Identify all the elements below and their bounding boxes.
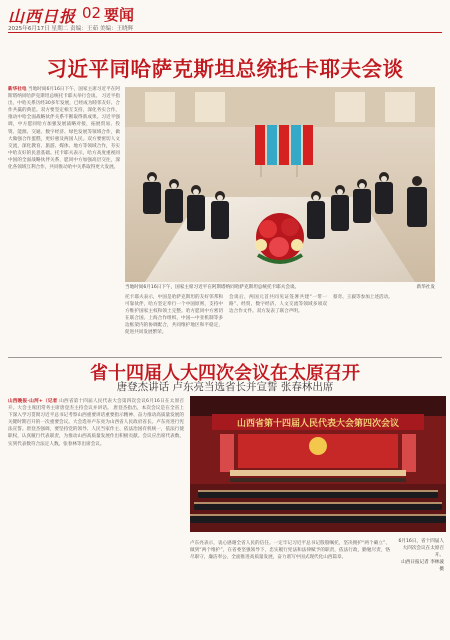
meeting-photo-illustration [125, 87, 435, 282]
article1-bottom-column-2 [229, 294, 327, 354]
article2-body-left: 唐登杰指出，本次会议是在全省上下深入学习贯彻习近平总书记考察山西重要讲话重要指示精神、奋力推动高质量发展的关键时期召开的一次重要会议。大会选举卢东亮为山西省人民政府省长。卢东亮进行宪法宣誓。唐登杰强调，要坚持党的领导、人民当家作主、依法治国有机统一，依法行使职权，认真履行代表职责，为推动山西高质量发展作出积极贡献。会议应出席代表数、实到代表数符合法定人数。张春林等出席会议。 [8, 406, 184, 447]
article2-middle-column [190, 540, 390, 638]
article2-left-column [8, 398, 184, 638]
congress-photo-illustration [190, 396, 446, 532]
page-number: 02 [82, 4, 102, 22]
section-title: 要闻 [104, 6, 135, 24]
photo2-caption-text: 6月16日，省十四届人大四次会议在太原召开。 [398, 539, 444, 558]
photo-caption-text: 当地时间6月16日下午，国家主席习近平在阿斯塔纳同哈萨克斯坦总统托卡耶夫会谈。 [125, 285, 300, 290]
article1-bottom-column-3 [333, 294, 435, 354]
article2-lead-text: 山西省第十四届人民代表大会第四次会议6月16日在太原召开。大会主席团常务主席唐登杰主持会议并讲话。 [8, 399, 184, 412]
article1-bottom-column-1 [125, 294, 223, 354]
masthead [0, 0, 450, 38]
article2-photo [190, 396, 446, 532]
article2-lead-tag: 山西晚报·山河+（记者 [8, 399, 58, 404]
issue-meta: 2025年6月17日 星期二 责编：王茹 美编：王晓辉 [8, 26, 134, 32]
newspaper-logo: 山西日报 [8, 7, 77, 26]
article2-body-mid: 卢东亮表示，衷心感谢全省人民的信任。一定牢记习近平总书记殷殷嘱托，坚决拥护“两个确立”、做到“两个维护”，在省委坚强领导下，忠实履行宪法和法律赋予的职责，依法行政，勤勉尽责，恪尽职守，廉洁奉公，全面推进高质量发展，奋力谱写中国式现代化山西篇章。 [190, 541, 390, 561]
article1-body-b3: 蔡奇、王毅等参加上述活动。 [333, 295, 393, 300]
article1-lead-text: 当地时间6月16日下午，国家主席习近平在阿斯塔纳同哈萨克斯坦总统托卡耶夫举行会谈。 [8, 87, 120, 100]
article2-headline: 省十四届人大四次会议在太原召开 [90, 363, 360, 384]
article1-body-b1: 托卡耶夫表示，中国是哈萨克斯坦的友好邻邦和可靠伙伴，哈方坚定奉行一个中国原则，支持中方维护国家主权和领土完整。哈方愿同中方密切在联合国、上海合作组织、中国—中亚机制等多边框架内的协调配合，共同维护地区和平稳定，促进共同发展繁荣。 [125, 295, 223, 336]
article1-photo [125, 87, 435, 282]
congress-banner-text: 山西省第十四届人民代表大会第四次会议 [236, 419, 400, 429]
article1-body-left: 习近平指出，中哈关系历经30多年发展，已经成为睦邻友好、合作共赢的典范。双方要坚定相互支持，深化务实合作，推动中哈全面战略伙伴关系不断取得新成果。习近平强调，中方愿同哈方加强发展战略对接，拓展贸易、投资、能源、交通、数字经济、绿色发展等领域合作，做大做强合作蛋糕，更好惠及两国人民。双方要密切人文交流，深化教育、旅游、媒体、地方等领域合作，夯实中哈友好的民意基础。托卡耶夫表示，哈方高度重视同中国的全面战略伙伴关系，愿同中方加强高层交往，深化各领域互利合作，共同推动哈中关系取得更大发展。 [8, 94, 120, 171]
photo-credit: 新华社发 [416, 285, 435, 290]
photo2-credit: 山西日报记者 李林波 摄 [401, 560, 444, 572]
article1-photo-caption [125, 284, 435, 290]
article1-left-column [8, 86, 120, 354]
article1-headline: 习近平同哈萨克斯坦总统托卡耶夫会谈 [46, 57, 404, 81]
article1-body-b2: 会谈后，两国元首共同见证签署共建“一带一路”、经贸、数字经济、人文交流等领域多项双边合作文件。双方发表了联合声明。 [229, 295, 327, 315]
article1-lead-tag: 新华社电 [8, 87, 27, 92]
article2-photo-caption [396, 538, 444, 573]
article2-subhead: 唐登杰讲话 卢东亮当选省长并宣誓 张春林出席 [116, 381, 334, 393]
masthead-rule [8, 32, 442, 33]
section-divider [8, 357, 442, 358]
